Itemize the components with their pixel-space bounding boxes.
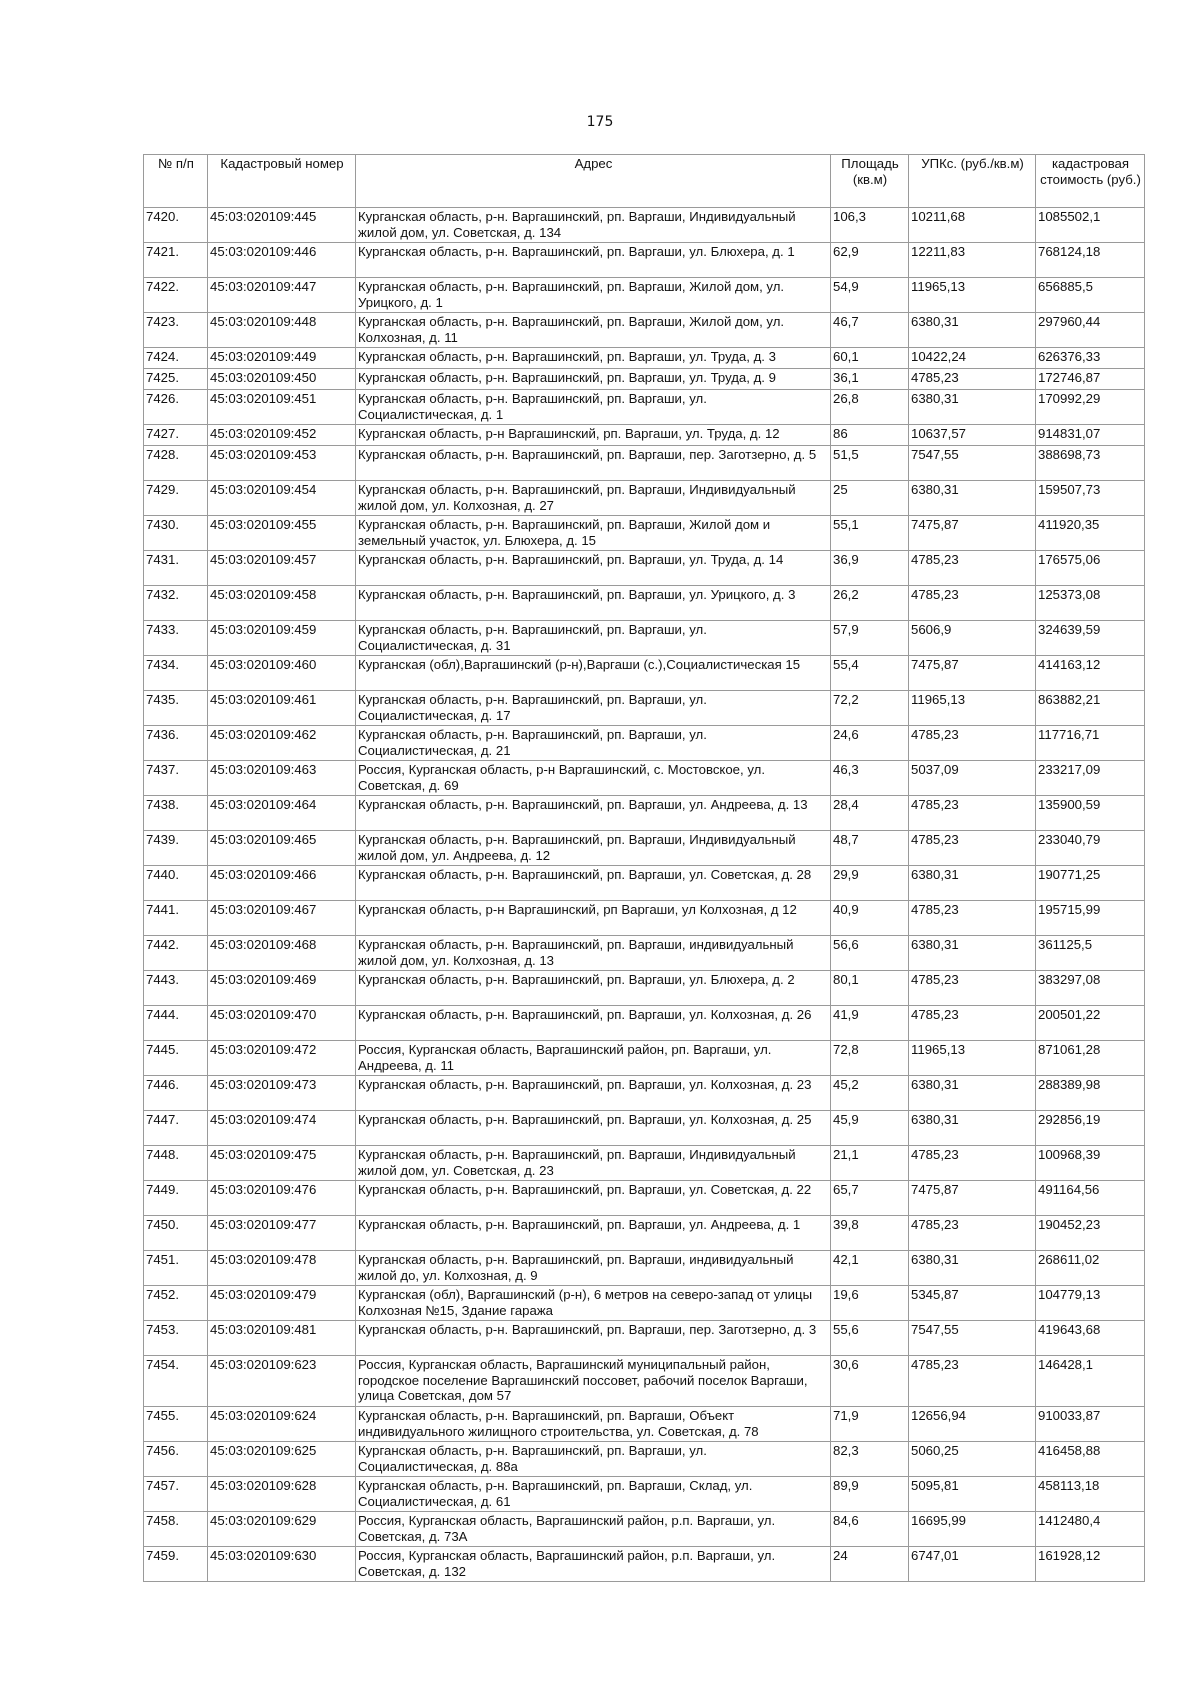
cell-area: 29,9 [831, 866, 909, 901]
cell-address: Курганская область, р-н. Варгашинский, рп. Варгаши, Индивидуальный жилой дом, ул. Колхозная, д. 27 [356, 481, 831, 516]
cell-row-number: 7459. [144, 1547, 208, 1582]
cell-address: Курганская область, р-н. Варгашинский, рп. Варгаши, индивидуальный жилой дом, ул. Колхозная, д. 13 [356, 936, 831, 971]
cell-cadastral-cost: 104779,13 [1036, 1286, 1145, 1321]
cell-cadastral-number: 45:03:020109:462 [208, 726, 356, 761]
cell-upks: 5095,81 [909, 1477, 1036, 1512]
table-row [144, 516, 1145, 551]
cell-cadastral-number: 45:03:020109:457 [208, 551, 356, 586]
cell-row-number: 7424. [144, 348, 208, 369]
table-row [144, 691, 1145, 726]
cell-cadastral-number: 45:03:020109:466 [208, 866, 356, 901]
cell-area: 19,6 [831, 1286, 909, 1321]
cell-area: 55,4 [831, 656, 909, 691]
table-row [144, 726, 1145, 761]
cell-upks: 7547,55 [909, 1321, 1036, 1356]
cell-area: 24 [831, 1547, 909, 1582]
cell-upks: 4785,23 [909, 831, 1036, 866]
cell-cadastral-number: 45:03:020109:628 [208, 1477, 356, 1512]
cell-row-number: 7429. [144, 481, 208, 516]
header-area: Площадь (кв.м) [831, 155, 909, 208]
cell-upks: 12211,83 [909, 243, 1036, 278]
cell-address: Курганская область, р-н. Варгашинский, рп. Варгаши, Склад, ул. Социалистическая, д. 61 [356, 1477, 831, 1512]
header-number: № п/п [144, 155, 208, 208]
cell-area: 45,9 [831, 1111, 909, 1146]
table-row [144, 1321, 1145, 1356]
cell-cadastral-number: 45:03:020109:455 [208, 516, 356, 551]
cell-cadastral-cost: 159507,73 [1036, 481, 1145, 516]
cell-cadastral-number: 45:03:020109:448 [208, 313, 356, 348]
cell-row-number: 7457. [144, 1477, 208, 1512]
table-row [144, 1477, 1145, 1512]
cell-address: Курганская область, р-н. Варгашинский, рп. Варгаши, пер. Заготзерно, д. 3 [356, 1321, 831, 1356]
cell-cadastral-number: 45:03:020109:629 [208, 1512, 356, 1547]
cell-cadastral-cost: 170992,29 [1036, 390, 1145, 425]
cell-area: 71,9 [831, 1407, 909, 1442]
cell-area: 42,1 [831, 1251, 909, 1286]
cell-address: Курганская область, р-н. Варгашинский, рп. Варгаши, Жилой дом, ул. Колхозная, д. 11 [356, 313, 831, 348]
cell-cadastral-cost: 1085502,1 [1036, 208, 1145, 243]
table-row [144, 446, 1145, 481]
cell-cadastral-cost: 383297,08 [1036, 971, 1145, 1006]
cell-address: Курганская область, р-н. Варгашинский, рп. Варгаши, ул. Урицкого, д. 3 [356, 586, 831, 621]
table-row [144, 971, 1145, 1006]
cell-upks: 6380,31 [909, 390, 1036, 425]
cell-area: 65,7 [831, 1181, 909, 1216]
cell-upks: 4785,23 [909, 901, 1036, 936]
cell-cadastral-cost: 416458,88 [1036, 1442, 1145, 1477]
cell-address: Курганская область, р-н. Варгашинский, рп. Варгаши, Жилой дом, ул. Урицкого, д. 1 [356, 278, 831, 313]
cell-cadastral-number: 45:03:020109:453 [208, 446, 356, 481]
cell-cadastral-number: 45:03:020109:467 [208, 901, 356, 936]
table-row [144, 621, 1145, 656]
table-row [144, 348, 1145, 369]
cell-area: 36,1 [831, 369, 909, 390]
cell-cadastral-number: 45:03:020109:474 [208, 1111, 356, 1146]
table-row [144, 796, 1145, 831]
cell-row-number: 7432. [144, 586, 208, 621]
table-row [144, 278, 1145, 313]
table-row [144, 761, 1145, 796]
cell-address: Курганская область, р-н. Варгашинский, рп. Варгаши, ул. Советская, д. 28 [356, 866, 831, 901]
cell-area: 60,1 [831, 348, 909, 369]
cell-address: Курганская область, р-н. Варгашинский, рп. Варгаши, индивидуальный жилой до, ул. Колхозная, д. 9 [356, 1251, 831, 1286]
cell-address: Курганская область, р-н Варгашинский, рп. Варгаши, ул. Труда, д. 12 [356, 425, 831, 446]
cell-upks: 6380,31 [909, 481, 1036, 516]
table-row [144, 1442, 1145, 1477]
cell-area: 46,7 [831, 313, 909, 348]
cell-row-number: 7431. [144, 551, 208, 586]
cell-cadastral-cost: 871061,28 [1036, 1041, 1145, 1076]
cell-row-number: 7450. [144, 1216, 208, 1251]
cell-cadastral-cost: 190771,25 [1036, 866, 1145, 901]
cell-cadastral-cost: 190452,23 [1036, 1216, 1145, 1251]
cell-address: Курганская область, р-н. Варгашинский, рп. Варгаши, Индивидуальный жилой дом, ул. Советская, д. 23 [356, 1146, 831, 1181]
cell-row-number: 7442. [144, 936, 208, 971]
cell-cadastral-number: 45:03:020109:476 [208, 1181, 356, 1216]
cell-cadastral-cost: 388698,73 [1036, 446, 1145, 481]
cell-address: Курганская область, р-н. Варгашинский, рп. Варгаши, ул. Социалистическая, д. 88а [356, 1442, 831, 1477]
cell-address: Курганская область, р-н. Варгашинский, рп. Варгаши, ул. Колхозная, д. 26 [356, 1006, 831, 1041]
cell-area: 82,3 [831, 1442, 909, 1477]
cell-row-number: 7456. [144, 1442, 208, 1477]
cell-cadastral-number: 45:03:020109:473 [208, 1076, 356, 1111]
cell-upks: 4785,23 [909, 369, 1036, 390]
table-row [144, 551, 1145, 586]
table-row [144, 1512, 1145, 1547]
cell-address: Курганская область, р-н Варгашинский, рп Варгаши, ул Колхозная, д 12 [356, 901, 831, 936]
table-row [144, 831, 1145, 866]
cell-address: Курганская область, р-н. Варгашинский, рп. Варгаши, ул. Андреева, д. 1 [356, 1216, 831, 1251]
header-cadastral-cost: кадастровая стоимость (руб.) [1036, 155, 1145, 208]
cell-row-number: 7440. [144, 866, 208, 901]
cell-upks: 6380,31 [909, 1251, 1036, 1286]
table-row [144, 1356, 1145, 1407]
cell-cadastral-cost: 910033,87 [1036, 1407, 1145, 1442]
table-row [144, 481, 1145, 516]
cell-cadastral-cost: 117716,71 [1036, 726, 1145, 761]
cell-area: 48,7 [831, 831, 909, 866]
cell-row-number: 7434. [144, 656, 208, 691]
cell-cadastral-number: 45:03:020109:470 [208, 1006, 356, 1041]
cell-address: Курганская область, р-н. Варгашинский, рп. Варгаши, ул. Социалистическая, д. 21 [356, 726, 831, 761]
cell-address: Россия, Курганская область, Варгашинский район, рп. Варгаши, ул. Андреева, д. 11 [356, 1041, 831, 1076]
cell-area: 26,8 [831, 390, 909, 425]
cell-upks: 5060,25 [909, 1442, 1036, 1477]
cell-cadastral-cost: 172746,87 [1036, 369, 1145, 390]
cell-cadastral-cost: 1412480,4 [1036, 1512, 1145, 1547]
cell-row-number: 7437. [144, 761, 208, 796]
table-header-row [144, 155, 1145, 208]
cell-address: Курганская область, р-н. Варгашинский, рп. Варгаши, ул. Труда, д. 14 [356, 551, 831, 586]
cell-row-number: 7428. [144, 446, 208, 481]
header-address: Адрес [356, 155, 831, 208]
cell-area: 72,2 [831, 691, 909, 726]
cell-cadastral-cost: 195715,99 [1036, 901, 1145, 936]
table-row [144, 1111, 1145, 1146]
cell-upks: 11965,13 [909, 691, 1036, 726]
cell-area: 89,9 [831, 1477, 909, 1512]
cell-area: 55,1 [831, 516, 909, 551]
cell-row-number: 7455. [144, 1407, 208, 1442]
page-number: 175 [586, 114, 614, 130]
table-row [144, 586, 1145, 621]
cell-row-number: 7445. [144, 1041, 208, 1076]
cell-row-number: 7443. [144, 971, 208, 1006]
cell-row-number: 7451. [144, 1251, 208, 1286]
cell-area: 55,6 [831, 1321, 909, 1356]
cell-row-number: 7436. [144, 726, 208, 761]
cell-area: 36,9 [831, 551, 909, 586]
table-row [144, 901, 1145, 936]
cell-cadastral-number: 45:03:020109:463 [208, 761, 356, 796]
cell-upks: 11965,13 [909, 278, 1036, 313]
cell-row-number: 7420. [144, 208, 208, 243]
cell-row-number: 7441. [144, 901, 208, 936]
cell-address: Курганская (обл),Варгашинский (р-н),Варгаши (с.),Социалистическая 15 [356, 656, 831, 691]
table-row [144, 866, 1145, 901]
cell-row-number: 7426. [144, 390, 208, 425]
cell-cadastral-number: 45:03:020109:451 [208, 390, 356, 425]
cell-address: Курганская область, р-н. Варгашинский, рп. Варгаши, ул. Социалистическая, д. 17 [356, 691, 831, 726]
cell-cadastral-cost: 176575,06 [1036, 551, 1145, 586]
cell-area: 25 [831, 481, 909, 516]
cell-address: Россия, Курганская область, р-н Варгашинский, с. Мостовское, ул. Советская, д. 69 [356, 761, 831, 796]
cell-row-number: 7427. [144, 425, 208, 446]
cell-cadastral-cost: 135900,59 [1036, 796, 1145, 831]
cell-address: Курганская область, р-н. Варгашинский, рп. Варгаши, Жилой дом и земельный участок, ул. Блюхера, д. 15 [356, 516, 831, 551]
cell-cadastral-number: 45:03:020109:472 [208, 1041, 356, 1076]
cell-row-number: 7430. [144, 516, 208, 551]
cell-area: 106,3 [831, 208, 909, 243]
cell-area: 41,9 [831, 1006, 909, 1041]
cadastral-table [143, 154, 1145, 1582]
cell-area: 72,8 [831, 1041, 909, 1076]
cell-cadastral-number: 45:03:020109:464 [208, 796, 356, 831]
cell-cadastral-number: 45:03:020109:454 [208, 481, 356, 516]
cell-row-number: 7454. [144, 1356, 208, 1407]
cell-address: Курганская область, р-н. Варгашинский, рп. Варгаши, ул. Андреева, д. 13 [356, 796, 831, 831]
cell-upks: 4785,23 [909, 971, 1036, 1006]
cell-row-number: 7449. [144, 1181, 208, 1216]
cell-address: Курганская область, р-н. Варгашинский, рп. Варгаши, ул. Труда, д. 3 [356, 348, 831, 369]
table-row [144, 1041, 1145, 1076]
cell-cadastral-number: 45:03:020109:452 [208, 425, 356, 446]
cell-upks: 5037,09 [909, 761, 1036, 796]
cell-address: Курганская область, р-н. Варгашинский, рп. Варгаши, ул. Социалистическая, д. 31 [356, 621, 831, 656]
table-row [144, 1216, 1145, 1251]
cell-upks: 12656,94 [909, 1407, 1036, 1442]
cell-address: Курганская область, р-н. Варгашинский, рп. Варгаши, ул. Блюхера, д. 2 [356, 971, 831, 1006]
cell-address: Курганская область, р-н. Варгашинский, рп. Варгаши, ул. Труда, д. 9 [356, 369, 831, 390]
cell-address: Курганская область, р-н. Варгашинский, рп. Варгаши, Объект индивидуального жилищного строительства, ул. Советская, д. 78 [356, 1407, 831, 1442]
cell-upks: 4785,23 [909, 1356, 1036, 1407]
cell-cadastral-cost: 491164,56 [1036, 1181, 1145, 1216]
cell-address: Россия, Курганская область, Варгашинский район, р.п. Варгаши, ул. Советская, д. 132 [356, 1547, 831, 1582]
table-row [144, 425, 1145, 446]
cell-cadastral-number: 45:03:020109:461 [208, 691, 356, 726]
cell-address: Курганская область, р-н. Варгашинский, рп. Варгаши, ул. Колхозная, д. 23 [356, 1076, 831, 1111]
cell-area: 84,6 [831, 1512, 909, 1547]
cell-upks: 6380,31 [909, 866, 1036, 901]
cell-cadastral-cost: 324639,59 [1036, 621, 1145, 656]
cell-row-number: 7425. [144, 369, 208, 390]
cell-upks: 7475,87 [909, 516, 1036, 551]
cell-upks: 4785,23 [909, 726, 1036, 761]
table-row [144, 1286, 1145, 1321]
cell-upks: 6380,31 [909, 1111, 1036, 1146]
cell-cadastral-number: 45:03:020109:450 [208, 369, 356, 390]
cell-area: 57,9 [831, 621, 909, 656]
cell-address: Курганская область, р-н. Варгашинский, рп. Варгаши, Индивидуальный жилой дом, ул. Андреева, д. 12 [356, 831, 831, 866]
cell-area: 21,1 [831, 1146, 909, 1181]
cell-cadastral-number: 45:03:020109:624 [208, 1407, 356, 1442]
cell-area: 30,6 [831, 1356, 909, 1407]
cell-cadastral-cost: 626376,33 [1036, 348, 1145, 369]
cell-address: Курганская (обл), Варгашинский (р-н), 6 метров на северо-запад от улицы Колхозная №15, Здание гаража [356, 1286, 831, 1321]
cell-row-number: 7444. [144, 1006, 208, 1041]
cell-row-number: 7447. [144, 1111, 208, 1146]
table-row [144, 1251, 1145, 1286]
cell-address: Курганская область, р-н. Варгашинский, рп. Варгаши, ул. Советская, д. 22 [356, 1181, 831, 1216]
cell-row-number: 7421. [144, 243, 208, 278]
cell-cadastral-number: 45:03:020109:468 [208, 936, 356, 971]
cell-cadastral-cost: 768124,18 [1036, 243, 1145, 278]
cell-cadastral-number: 45:03:020109:459 [208, 621, 356, 656]
table-row [144, 1006, 1145, 1041]
table-row [144, 243, 1145, 278]
cell-cadastral-number: 45:03:020109:465 [208, 831, 356, 866]
cell-upks: 4785,23 [909, 1216, 1036, 1251]
cell-upks: 7475,87 [909, 1181, 1036, 1216]
cell-row-number: 7422. [144, 278, 208, 313]
cell-cadastral-cost: 914831,07 [1036, 425, 1145, 446]
cell-cadastral-number: 45:03:020109:625 [208, 1442, 356, 1477]
cell-address: Россия, Курганская область, Варгашинский муниципальный район, городское поселение Варгашинский поссовет, рабочий поселок Варгаши, улица Советская, дом 57 [356, 1356, 831, 1407]
cell-upks: 6380,31 [909, 313, 1036, 348]
cell-area: 86 [831, 425, 909, 446]
cell-cadastral-number: 45:03:020109:447 [208, 278, 356, 313]
cell-row-number: 7439. [144, 831, 208, 866]
table-row [144, 1146, 1145, 1181]
cell-cadastral-cost: 419643,68 [1036, 1321, 1145, 1356]
table-row [144, 313, 1145, 348]
cell-area: 45,2 [831, 1076, 909, 1111]
cell-area: 28,4 [831, 796, 909, 831]
cell-row-number: 7435. [144, 691, 208, 726]
cell-cadastral-number: 45:03:020109:479 [208, 1286, 356, 1321]
cell-cadastral-number: 45:03:020109:460 [208, 656, 356, 691]
table-row [144, 1076, 1145, 1111]
cell-cadastral-number: 45:03:020109:477 [208, 1216, 356, 1251]
cell-row-number: 7453. [144, 1321, 208, 1356]
cell-upks: 10422,24 [909, 348, 1036, 369]
cell-upks: 6380,31 [909, 1076, 1036, 1111]
table-row [144, 1547, 1145, 1582]
table-row [144, 390, 1145, 425]
header-cadastral-number: Кадастровый номер [208, 155, 356, 208]
cell-cadastral-cost: 458113,18 [1036, 1477, 1145, 1512]
cell-row-number: 7438. [144, 796, 208, 831]
cell-upks: 5345,87 [909, 1286, 1036, 1321]
cell-cadastral-cost: 268611,02 [1036, 1251, 1145, 1286]
cell-cadastral-number: 45:03:020109:469 [208, 971, 356, 1006]
table-row [144, 208, 1145, 243]
cell-cadastral-cost: 656885,5 [1036, 278, 1145, 313]
cell-upks: 5606,9 [909, 621, 1036, 656]
table-row [144, 1181, 1145, 1216]
cell-address: Курганская область, р-н. Варгашинский, рп. Варгаши, Индивидуальный жилой дом, ул. Советская, д. 134 [356, 208, 831, 243]
cell-area: 56,6 [831, 936, 909, 971]
cell-cadastral-cost: 863882,21 [1036, 691, 1145, 726]
cell-cadastral-number: 45:03:020109:449 [208, 348, 356, 369]
cell-upks: 6747,01 [909, 1547, 1036, 1582]
cell-cadastral-number: 45:03:020109:458 [208, 586, 356, 621]
cell-cadastral-cost: 292856,19 [1036, 1111, 1145, 1146]
cell-cadastral-number: 45:03:020109:445 [208, 208, 356, 243]
cell-cadastral-cost: 161928,12 [1036, 1547, 1145, 1582]
cell-upks: 6380,31 [909, 936, 1036, 971]
cell-area: 80,1 [831, 971, 909, 1006]
cell-cadastral-cost: 200501,22 [1036, 1006, 1145, 1041]
cell-cadastral-number: 45:03:020109:481 [208, 1321, 356, 1356]
cell-upks: 4785,23 [909, 551, 1036, 586]
cell-row-number: 7458. [144, 1512, 208, 1547]
cell-address: Курганская область, р-н. Варгашинский, рп. Варгаши, ул. Блюхера, д. 1 [356, 243, 831, 278]
cell-cadastral-cost: 414163,12 [1036, 656, 1145, 691]
cell-address: Курганская область, р-н. Варгашинский, рп. Варгаши, пер. Заготзерно, д. 5 [356, 446, 831, 481]
table-row [144, 369, 1145, 390]
table-row [144, 656, 1145, 691]
cell-upks: 16695,99 [909, 1512, 1036, 1547]
cell-row-number: 7452. [144, 1286, 208, 1321]
cell-address: Курганская область, р-н. Варгашинский, рп. Варгаши, ул. Колхозная, д. 25 [356, 1111, 831, 1146]
cell-upks: 7547,55 [909, 446, 1036, 481]
cell-cadastral-cost: 233040,79 [1036, 831, 1145, 866]
cell-cadastral-cost: 288389,98 [1036, 1076, 1145, 1111]
cell-area: 26,2 [831, 586, 909, 621]
cell-cadastral-cost: 146428,1 [1036, 1356, 1145, 1407]
cell-upks: 4785,23 [909, 796, 1036, 831]
cell-cadastral-number: 45:03:020109:446 [208, 243, 356, 278]
table-body [144, 208, 1145, 1582]
cell-cadastral-cost: 233217,09 [1036, 761, 1145, 796]
cell-address: Россия, Курганская область, Варгашинский район, р.п. Варгаши, ул. Советская, д. 73А [356, 1512, 831, 1547]
cell-upks: 11965,13 [909, 1041, 1036, 1076]
cell-cadastral-number: 45:03:020109:623 [208, 1356, 356, 1407]
cell-upks: 4785,23 [909, 1006, 1036, 1041]
cell-row-number: 7446. [144, 1076, 208, 1111]
cell-cadastral-cost: 297960,44 [1036, 313, 1145, 348]
cell-area: 46,3 [831, 761, 909, 796]
cell-cadastral-cost: 361125,5 [1036, 936, 1145, 971]
cell-area: 51,5 [831, 446, 909, 481]
table-row [144, 936, 1145, 971]
cell-cadastral-number: 45:03:020109:630 [208, 1547, 356, 1582]
cell-area: 39,8 [831, 1216, 909, 1251]
cell-upks: 7475,87 [909, 656, 1036, 691]
cell-row-number: 7423. [144, 313, 208, 348]
cell-area: 24,6 [831, 726, 909, 761]
cell-address: Курганская область, р-н. Варгашинский, рп. Варгаши, ул. Социалистическая, д. 1 [356, 390, 831, 425]
cell-area: 54,9 [831, 278, 909, 313]
cell-cadastral-number: 45:03:020109:478 [208, 1251, 356, 1286]
cell-upks: 10211,68 [909, 208, 1036, 243]
cell-area: 62,9 [831, 243, 909, 278]
table-row [144, 1407, 1145, 1442]
cell-area: 40,9 [831, 901, 909, 936]
cell-upks: 4785,23 [909, 586, 1036, 621]
cell-cadastral-cost: 411920,35 [1036, 516, 1145, 551]
cell-row-number: 7433. [144, 621, 208, 656]
cell-cadastral-number: 45:03:020109:475 [208, 1146, 356, 1181]
cell-cadastral-cost: 100968,39 [1036, 1146, 1145, 1181]
cell-row-number: 7448. [144, 1146, 208, 1181]
cell-cadastral-cost: 125373,08 [1036, 586, 1145, 621]
cell-upks: 10637,57 [909, 425, 1036, 446]
cell-upks: 4785,23 [909, 1146, 1036, 1181]
header-upks: УПКс. (руб./кв.м) [909, 155, 1036, 208]
